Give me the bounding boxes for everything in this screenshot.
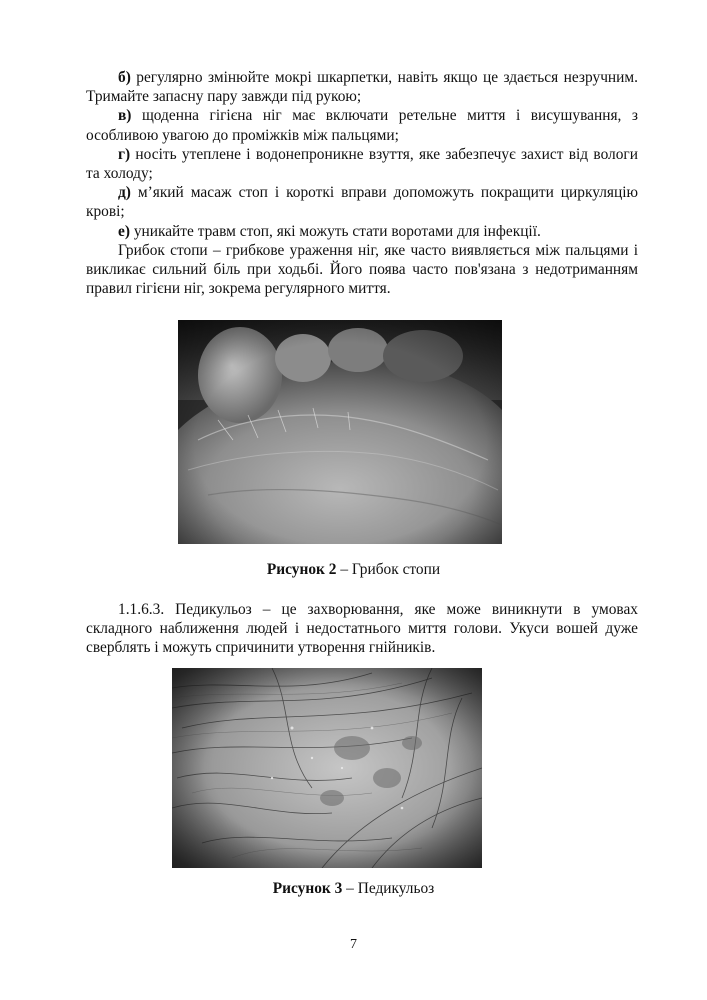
figure-3-caption	[0, 880, 707, 898]
figure-2-caption	[0, 561, 707, 579]
pediculosis-section	[86, 600, 638, 658]
page-number: 7	[350, 937, 357, 952]
list-item	[86, 222, 638, 241]
figure-3-caption-text: – Педикульоз	[342, 880, 435, 897]
figure-2-label: Рисунок 2	[266, 561, 337, 578]
list-item	[86, 145, 638, 183]
pediculosis-paragraph: 1.1.6.3. Педикульоз – це захворювання, яке може виникнути в умовах складного наближення людей і недостатнього миття голови. Укуси вошей дуже сверблять і можуть спричинити утворення гнійників.	[86, 601, 638, 657]
list-marker: г)	[118, 145, 131, 163]
fungus-paragraph: Грибок стопи – грибкове ураження ніг, яке часто виявляється між пальцями і викликає сильний біль при ходьбі. Його поява часто пов'язана з недотриманням правил гігієни ніг, зокрема регулярного миття.	[86, 241, 638, 298]
list-item	[86, 183, 638, 221]
figure-2-caption-text: – Грибок стопи	[336, 561, 441, 578]
list-marker: в)	[118, 107, 132, 125]
list-item-text: уникайте травм стоп, які можуть стати воротами для інфекції.	[129, 222, 541, 240]
list-item-text: щоденна гігієна ніг має включати ретельне миття і висушування, з особливою увагою до проміжків між пальцями;	[86, 107, 638, 144]
figure-3-label: Рисунок 3	[272, 880, 343, 897]
foot-fungus-photo	[178, 320, 502, 544]
list-marker: б)	[118, 69, 131, 86]
list-item-text: носіть утеплене і водонепроникне взуття, яке забезпечує захист від вологи та холоду;	[86, 145, 638, 183]
list-item	[86, 68, 638, 106]
list-item-text: регулярно змінюйте мокрі шкарпетки, навіть якщо це здається незручним. Тримайте запасну пару завжди під рукою;	[86, 69, 638, 106]
list-marker: е)	[118, 222, 130, 240]
list-marker: д)	[118, 184, 131, 202]
list-item-text: м’який масаж стоп і короткі вправи допоможуть покращити циркуляцію крові;	[86, 184, 638, 221]
pediculosis-photo	[172, 668, 482, 868]
list-item	[86, 106, 638, 144]
prevention-list	[86, 68, 638, 298]
